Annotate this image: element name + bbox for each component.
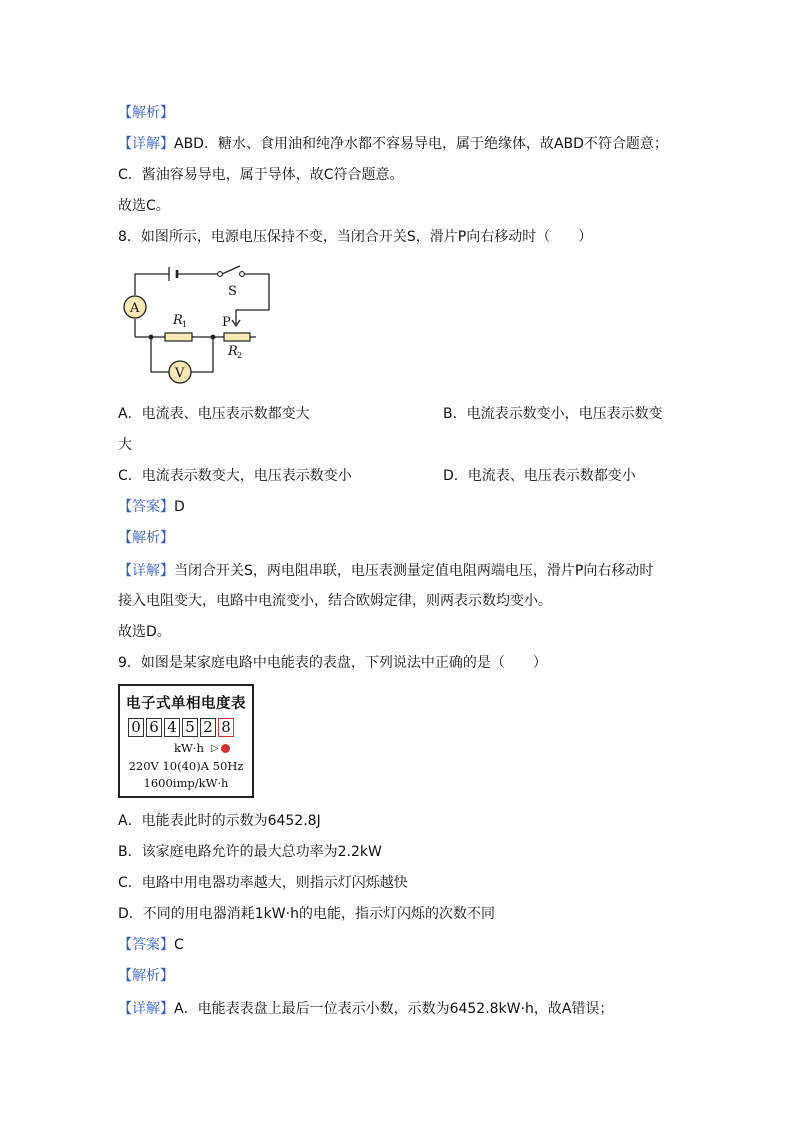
q7-detail-line-2: C．酱油容易导电，属于导体，故C符合题意。 [118, 167, 404, 183]
q8-answer-tag: 【答案】 [118, 499, 174, 515]
q8-conclusion: 故选D。 [118, 624, 171, 640]
meter-spec-line-1: 220V 10(40)A 50Hz [128, 759, 244, 773]
q8-option-c: C．电流表示数变大，电压表示数变小 [118, 468, 352, 484]
q9-answer-line [118, 935, 184, 955]
q8-detail-line-1 [118, 561, 653, 581]
meter-decimal-digit: 8 [218, 718, 234, 737]
q8-circuit-diagram [118, 262, 283, 387]
q8-analysis-tag: 【解析】 [118, 530, 174, 546]
q9-analysis-tag: 【解析】 [118, 968, 174, 984]
q9-option-a: A．电能表此时的示数为6452.8J [118, 813, 321, 829]
q9-answer-tag: 【答案】 [118, 937, 174, 953]
meter-reading [128, 718, 236, 737]
q8-answer-line [118, 497, 185, 517]
ammeter-label: A [130, 301, 140, 316]
q8-option-b-wrap: 大 [118, 437, 132, 453]
q7-detail-tag: 【详解】 [118, 136, 174, 152]
indicator-arrow-icon: ▷ [210, 742, 219, 754]
q8-detail-text-1: 当闭合开关S，两电阻串联，电压表测量定值电阻两端电压，滑片P向右移动时 [174, 563, 654, 579]
q9-detail-tag: 【详解】 [118, 1001, 174, 1017]
q9-detail-text-1: A．电能表表盘上最后一位表示小数，示数为6452.8kW·h，故A错误； [174, 1001, 614, 1017]
resistor-r1 [165, 333, 192, 341]
meter-spec-line-2: 1600imp/kW·h [143, 776, 229, 790]
switch-label: S [228, 284, 237, 299]
r1-subscript: 1 [182, 320, 188, 329]
meter-digit: 5 [182, 718, 198, 737]
r1-label: R [173, 313, 183, 328]
meter-digit: 0 [128, 718, 144, 737]
meter-digit: 2 [200, 718, 216, 737]
q8-option-d: D．电流表、电压表示数都变小 [443, 468, 636, 484]
q9-stem: 9．如图是某家庭电路中电能表的表盘，下列说法中正确的是（ ） [118, 655, 547, 671]
meter-digit: 4 [164, 718, 180, 737]
slider-label: P [222, 315, 231, 330]
energy-meter-panel [118, 684, 254, 798]
q8-answer: D [174, 499, 185, 515]
q8-detail-line-2: 接入电阻变大，电路中电流变小，结合欧姆定律，则两表示数均变小。 [118, 593, 552, 609]
meter-title: 电子式单相电度表 [126, 696, 246, 712]
indicator-light-icon [221, 744, 230, 753]
rheostat-r2 [224, 333, 250, 341]
r2-label: R [228, 344, 238, 359]
q8-option-b: B．电流表示数变小，电压表示数变 [443, 406, 663, 422]
q9-option-b: B．该家庭电路允许的最大总功率为2.2kW [118, 844, 382, 860]
q9-detail-line-1 [118, 999, 613, 1019]
q9-option-c: C．电路中用电器功率越大，则指示灯闪烁越快 [118, 875, 408, 891]
q7-detail-text-1: ABD．糖水、食用油和纯净水都不容易导电，属于绝缘体，故ABD不符合题意； [174, 136, 668, 152]
q7-detail-line-1 [118, 134, 668, 154]
voltmeter-label: V [175, 366, 185, 381]
q7-conclusion: 故选C。 [118, 198, 170, 214]
q9-option-d: D．不同的用电器消耗1kW·h的电能，指示灯闪烁的次数不同 [118, 906, 495, 922]
meter-unit-row [174, 741, 230, 755]
meter-digit: 6 [146, 718, 162, 737]
q8-detail-tag: 【详解】 [118, 563, 174, 579]
q8-option-a: A．电流表、电压表示数都变大 [118, 406, 310, 422]
q8-stem: 8．如图所示，电源电压保持不变，当闭合开关S，滑片P向右移动时（ ） [118, 229, 593, 245]
meter-unit: kW·h [174, 741, 204, 755]
q9-answer: C [174, 937, 184, 953]
q7-analysis-tag: 【解析】 [118, 105, 174, 121]
r2-subscript: 2 [237, 351, 243, 360]
